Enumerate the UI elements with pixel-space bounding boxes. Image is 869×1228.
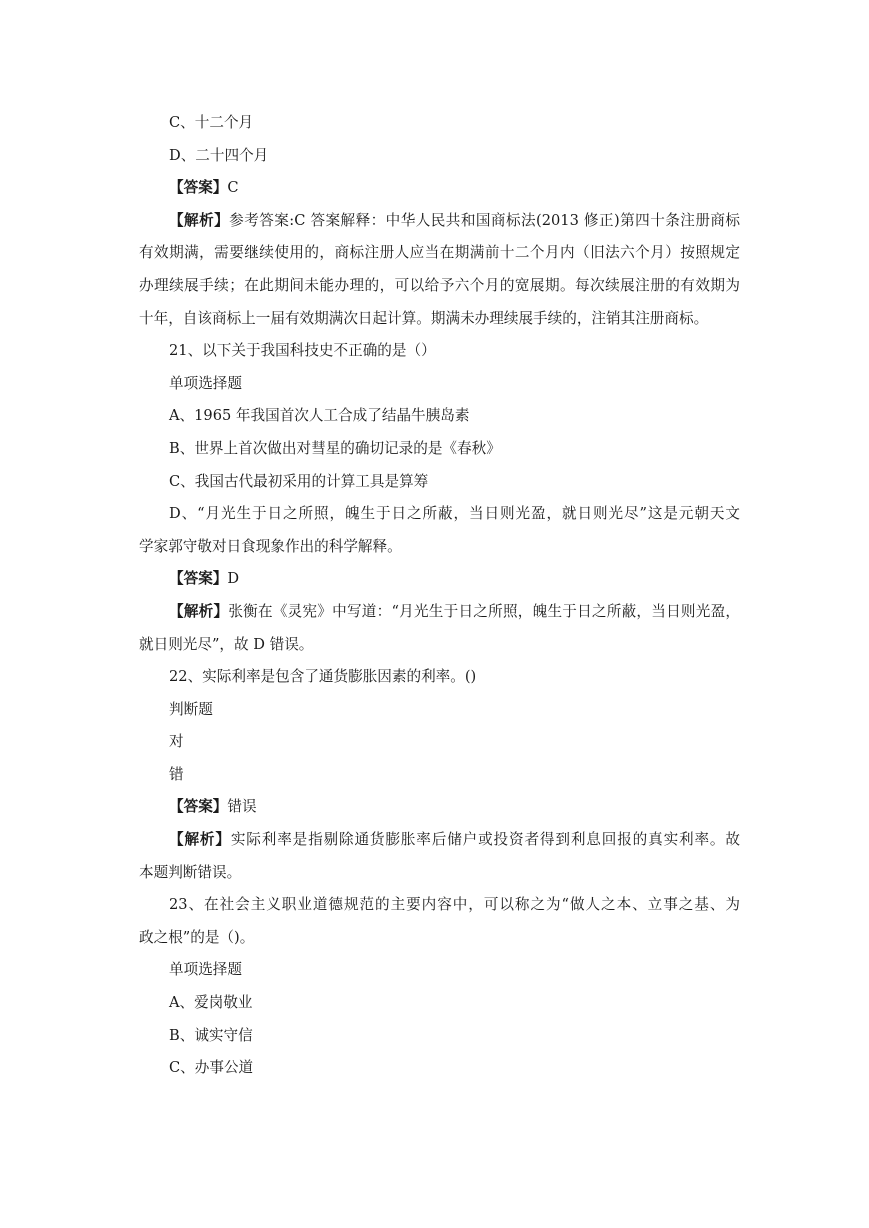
analysis-text: 参考答案:C 答案解释：中华人民共和国商标法(2013 修正)第四十条注册商标 (229, 211, 740, 229)
answer-value: C (227, 179, 239, 197)
q22-analysis-line-1 (139, 824, 740, 857)
q21-option-b: B、世界上首次做出对彗星的确切记录的是《春秋》 (169, 439, 501, 457)
q21-type: 单项选择题 (169, 374, 242, 392)
analysis-text: 实际利率是指剔除通货膨胀率后储户或投资者得到利息回报的真实利率。故 (230, 831, 740, 849)
answer-label: 【答案】 (169, 798, 228, 816)
q20-analysis-line-1 (139, 205, 740, 238)
q22-stem: 22、实际利率是包含了通货膨胀因素的利率。() (169, 668, 477, 686)
answer-value: 错误 (227, 798, 257, 816)
q21-answer (139, 563, 740, 596)
q20-option-d: D、二十四个月 (169, 146, 269, 164)
q20-analysis-line-3: 办理续展手续；在此期间未能办理的，可以给予六个月的宽展期。每次续展注册的有效期为 (139, 276, 740, 294)
q23-stem-line-1: 23、在社会主义职业道德规范的主要内容中，可以称之为“做人之本、立事之基、为 (169, 896, 740, 914)
q21-option-a: A、1965 年我国首次人工合成了结晶牛胰岛素 (169, 407, 470, 425)
q21-option-d-line-2: 学家郭守敬对日食现象作出的科学解释。 (139, 537, 402, 555)
document-page (139, 107, 740, 1085)
q22-option-false: 错 (169, 765, 184, 783)
q23-stem-line-2: 政之根”的是（)。 (139, 928, 255, 946)
answer-label: 【答案】 (169, 570, 228, 588)
analysis-label: 【解析】 (169, 831, 231, 849)
q20-analysis-line-4: 十年，自该商标上一届有效期满次日起计算。期满未办理续展手续的，注销其注册商标。 (139, 309, 709, 327)
analysis-label: 【解析】 (169, 211, 230, 229)
analysis-text: 张衡在《灵宪》中写道：“月光生于日之所照，魄生于日之所蔽，当日则光盈， (228, 602, 740, 620)
q23-option-b: B、诚实守信 (169, 1026, 253, 1044)
q20-option-c: C、十二个月 (169, 114, 254, 131)
q22-analysis-line-2: 本题判断错误。 (139, 863, 242, 881)
q23-option-a: A、爱岗敬业 (169, 994, 253, 1012)
q21-stem: 21、以下关于我国科技史不正确的是（） (169, 342, 436, 360)
q21-analysis-line-2: 就日则光尽”，故 D 错误。 (139, 635, 314, 653)
analysis-label: 【解析】 (169, 602, 229, 620)
q22-type: 判断题 (169, 700, 213, 718)
q22-answer (139, 791, 740, 824)
answer-label: 【答案】 (169, 179, 228, 197)
q21-option-c: C、我国古代最初采用的计算工具是算筹 (169, 472, 429, 490)
q21-option-d-line-1: D、“月光生于日之所照，魄生于日之所蔽，当日则光盈，就日则光尽”这是元朝天文 (169, 505, 740, 523)
q20-answer (139, 172, 740, 205)
q21-analysis-line-1 (139, 596, 740, 629)
q20-analysis-line-2: 有效期满，需要继续使用的，商标注册人应当在期满前十二个月内（旧法六个月）按照规定 (139, 244, 740, 262)
q22-option-true: 对 (169, 733, 184, 751)
answer-value: D (227, 570, 240, 588)
q23-type: 单项选择题 (169, 961, 242, 979)
q23-option-c: C、办事公道 (169, 1059, 254, 1077)
